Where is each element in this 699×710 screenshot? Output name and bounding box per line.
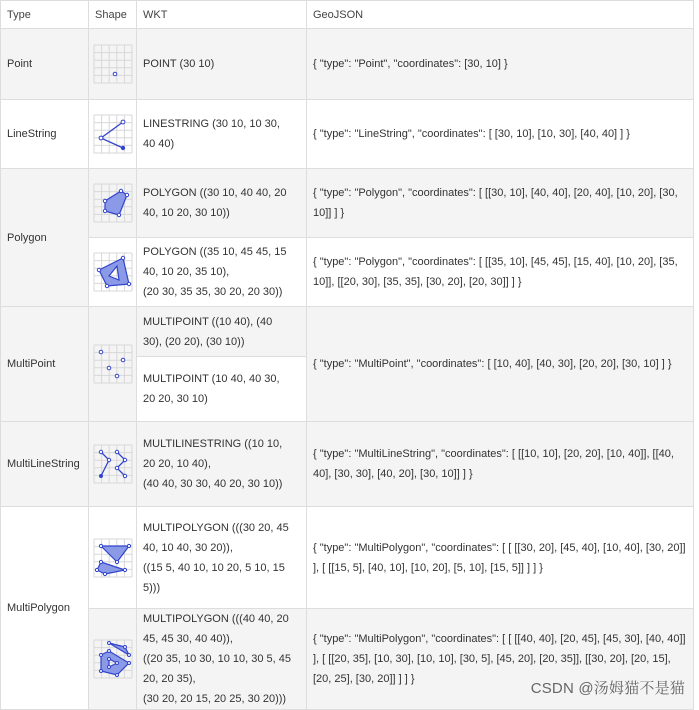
polygon-shape-icon [93,183,133,223]
point-shape-icon [93,44,133,84]
table-row [1,100,694,169]
wkt-line: ((20 35, 10 30, 10 10, 30 5, 45 [143,653,292,665]
wkt-line: 20 20, 30 10) [143,393,208,405]
multipolygon-with-hole-shape-icon [93,639,133,679]
wkt-line: 45, 45 30, 40 40)), [143,633,233,645]
wkt-line: MULTIPOLYGON (((30 20, 45 [143,521,289,534]
geojson-cell: { "type": "MultiLineString", "coordinates": [ [[10, 10], [20, 20], [10, 40]], [[40, 40], [30, 30], [40, 20], [30, 10]] ] } [307,422,694,507]
polygon-with-hole-shape-icon [93,252,133,292]
header-shape: Shape [89,1,137,29]
multilinestring-shape-icon [93,444,133,484]
wkt-line: ((15 5, 40 10, 10 20, 5 10, 15 [143,561,285,574]
wkt-line: (30 20, 20 15, 20 25, 30 20))) [143,693,287,705]
type-cell: MultiPolygon [1,507,89,710]
geojson-cell: { "type": "Polygon", "coordinates": [ [[30, 10], [40, 40], [20, 40], [10, 20], [30, 10]] ] } [307,169,694,238]
wkt-line: POINT (30 10) [143,58,215,70]
header-type: Type [1,1,89,29]
wkt-line: LINESTRING (30 10, 10 30, [143,118,280,130]
geojson-cell: { "type": "Polygon", "coordinates": [ [[35, 10], [45, 45], [15, 40], [10, 20], [35, 10]], [[20, 30], [35, 35], [30, 20], [20, 30]] ] } [307,238,694,307]
linestring-shape-icon [93,114,133,154]
wkt-line: 40, 10 20, 35 10), [143,266,230,278]
wkt-line: 30), (20 20), (30 10)) [143,335,245,348]
header-row [1,1,694,29]
multipolygon-shape-icon [93,538,133,578]
wkt-line: (40 40, 30 30, 40 20, 30 10)) [143,478,283,490]
wkt-line: POLYGON ((30 10, 40 40, 20 [143,187,287,199]
wkt-line: POLYGON ((35 10, 45 45, 15 [143,246,287,258]
wkt-line: MULTILINESTRING ((10 10, [143,438,283,450]
table-row [1,307,694,357]
table-row [1,422,694,507]
type-cell: LineString [1,100,89,169]
watermark: CSDN @汤姆猫不是猫 [530,680,685,697]
geojson-cell: { "type": "Point", "coordinates": [30, 10] } [307,29,694,100]
geojson-cell: { "type": "MultiPoint", "coordinates": [ [10, 40], [40, 30], [20, 20], [30, 10] ] } [307,307,694,422]
wkt-line: 40, 10 40, 30 20)), [143,541,233,554]
geojson-cell: { "type": "MultiPolygon", "coordinates": [ [ [[30, 20], [45, 40], [10, 40], [30, 20]] ], [ [[15, 5], [40, 10], [10, 20], [5, 10], [15, 5]] ] ] } [307,507,694,609]
wkt-line: MULTIPOINT (10 40, 40 30, [143,373,280,385]
table-row [1,29,694,100]
geojson-cell: { "type": "LineString", "coordinates": [ [30, 10], [10, 30], [40, 40] ] } [307,100,694,169]
header-wkt: WKT [137,1,307,29]
wkt-line: 5))) [143,581,161,594]
header-geojson: GeoJSON [307,1,694,29]
table-row [1,238,694,307]
type-cell: MultiPoint [1,307,89,422]
type-cell: MultiLineString [1,422,89,507]
type-cell: Polygon [1,169,89,307]
wkt-line: MULTIPOLYGON (((40 40, 20 [143,613,289,625]
type-cell: Point [1,29,89,100]
table-row [1,169,694,238]
wkt-line: 40, 10 20, 30 10)) [143,207,230,219]
multipoint-shape-icon [93,344,133,384]
wkt-line: (20 30, 35 35, 30 20, 20 30)) [143,286,283,298]
wkt-line: 20 20, 10 40), [143,458,211,470]
table-row [1,507,694,609]
wkt-line: MULTIPOINT ((10 40), (40 [143,315,273,328]
geojson-cell: { "type": "MultiPolygon", "coordinates": [ [ [[40, 40], [20, 45], [45, 30], [40, 40]] ], [ [[20, 35], [10, 30], [10, 10], [30, 5], [45, 20], [20, 35]], [[30, 20], [20, 15], [20, 25], [30, 20]] ] ] } [307,609,694,710]
wkt-line: 40 40) [143,138,175,150]
wkt-line: 20, 20 35), [143,673,196,685]
